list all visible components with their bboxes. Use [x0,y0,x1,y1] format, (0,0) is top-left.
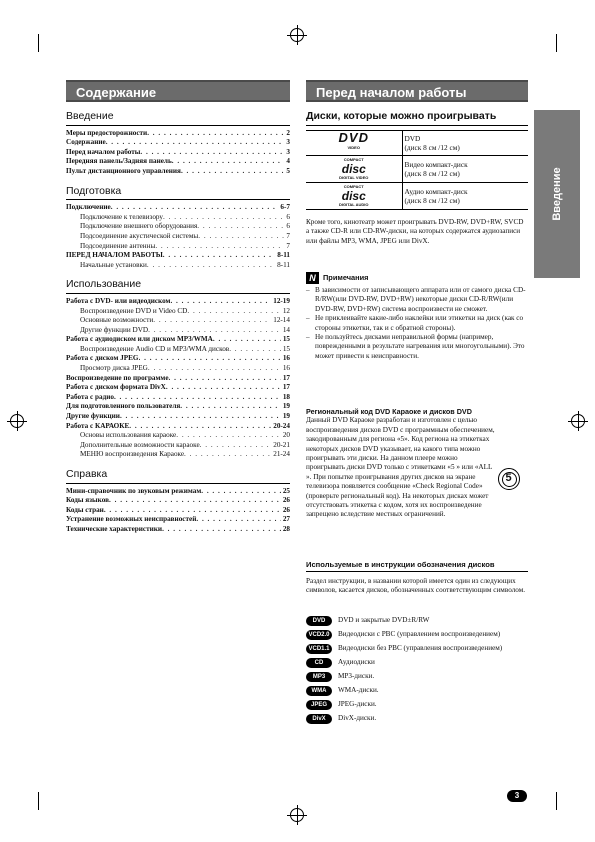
region-text: Данный DVD Караоке разработан и изготовлен с целью воспроизведения дисков DVD с программным обеспечением, закодированным для региона «5». Код региона на этикетках некоторых дисков DVD указывает, на какого типа можно проигрывать эти диски. На данном плеере можно проигрывать диски DVD только с этикетками «5 » или «ALL ». При попытке проигрывания других дисков на экране телевизора появляется сообщение «Check Regional Code» (проверьте региональный код). На некоторых дисках может отсутствовать этикетка с кодом, хотя их воспроизведение запрещено вследствие местных ограничений. [306,416,495,519]
disc-table [306,130,528,210]
toc-entry-title: Работа с КАРАОКЕ [66,421,130,430]
symbol-description: DVD и закрытые DVD±R/RW [338,616,430,624]
toc-entry-page: 6 [286,222,290,231]
symbol-row [306,630,528,640]
side-tab-label: Введение [551,167,563,221]
symbol-description: Видеодиски без PBC (управления воспроизведением) [338,644,503,652]
toc-entry[interactable] [66,157,290,167]
dvd-logo-icon: DVD VIDEO [306,131,402,156]
toc-entry[interactable] [66,525,290,535]
toc-leader-dots [129,422,271,432]
toc-entry-title: Воспроизведение Audio CD и MP3/WMA дисков [80,344,230,353]
toc-entry-page: 28 [282,524,290,533]
toc-leader-dots [153,316,271,326]
toc-section-heading: Подготовка [66,184,122,197]
crop-mark [38,792,39,810]
toc-leader-dots [163,213,284,223]
toc-leader-dots [114,393,281,403]
toc-leader-dots [181,167,284,177]
toc-entry-title: Содержание [66,138,106,147]
note-item: – В зависимости от записывающего аппарата или от самого диска CD-R/RW(или DVD-RW, DVD+RW) некоторые диски CD-R/RW(или DVD-RW, DVD+RW) система воспроизвести не сможет. [306,286,526,313]
note-item: – Не приклеивайте какие-либо наклейки или этикетки на диск (как со стороны этикетки, так и с обратной стороны). [306,314,524,332]
toc-section-heading: Введение [66,110,114,122]
toc-section-heading: Использование [66,278,142,291]
toc-entry-title: Основные возможности [80,316,154,325]
toc-entry-title: Другие функции [66,412,120,421]
toc-entry[interactable] [66,345,290,355]
toc-entry-title: Подсоединение акустической системы [80,231,199,240]
table-of-contents [66,112,290,535]
toc-leader-dots [213,335,281,345]
toc-leader-dots [200,441,272,451]
symbol-description: Аудиодиски [338,658,375,666]
toc-entry[interactable] [66,506,290,516]
toc-entry-page: 19 [282,402,290,411]
symbol-description: MP3-диски. [338,672,375,680]
toc-entry[interactable] [66,242,290,252]
toc-entry-page: 20 [282,431,290,440]
toc-leader-dots [172,157,285,167]
toc-entry-title: Мини-справочник по звуковым режимам [66,486,202,495]
disc-type-badge-icon: JPEG [306,700,332,710]
registration-mark-icon [290,808,304,822]
divider [66,125,290,126]
toc-entry-page: 12-19 [273,296,290,305]
toc-leader-dots [184,450,271,460]
toc-entry-title: Работа с диском формата DivX [66,383,166,392]
toc-entry[interactable] [66,393,290,403]
toc-leader-dots [166,383,281,393]
toc-entry-page: 5 [286,166,290,175]
toc-leader-dots [140,148,284,158]
compact-disc-video-logo-icon: COMPACT disc DIGITAL VIDEO [306,156,402,183]
symbols-heading: Используемые в инструкции обозначения дисков [306,560,528,572]
disc-row-cd [306,183,528,210]
toc-entry-title: Пульт дистанционного управления [66,166,181,175]
discs-paragraph: Кроме того, кинотеатр может проигрывать DVD-RW, DVD+RW, SVCD а также CD-R или CD-RW-диски, на которых содержатся аудиозаписи или файлы MP3, WMA, JPEG или DivX. [306,218,524,245]
registration-mark-icon [571,414,585,428]
toc-entry[interactable] [66,222,290,232]
region-block [306,407,496,520]
symbol-row [306,672,528,682]
toc-entry-title: Коды стран [66,505,104,514]
toc-entry-page: 7 [286,241,290,250]
toc-leader-dots [169,374,281,384]
toc-entry[interactable] [66,354,290,364]
symbols-list [306,616,528,728]
divider [66,483,290,484]
toc-section-heading: Справка [66,468,108,480]
toc-leader-dots [170,297,271,307]
toc-entry[interactable] [66,364,290,374]
toc-leader-dots [155,242,284,252]
note-item: – Не пользуйтесь дисками неправильной формы (например, поврежденными в результате нагревания или многоугольными). Это может привести к неисправности. [306,333,525,360]
toc-entry[interactable] [66,261,290,271]
toc-leader-dots [147,129,284,139]
toc-entry-page: 15 [282,335,290,344]
toc-entry[interactable] [66,297,290,307]
disc-row-dvd [306,131,528,156]
toc-entry-page: 20-24 [273,421,290,430]
toc-entry-page: 18 [282,392,290,401]
toc-entry-title: Основы использования караоке [80,431,177,440]
toc-leader-dots [147,261,275,271]
symbol-row [306,714,528,724]
toc-entry-title: Меры предосторожности [66,128,148,137]
toc-entry-page: 26 [282,505,290,514]
toc-entry[interactable] [66,232,290,242]
toc-leader-dots [120,412,281,422]
toc-entry-page: 12 [282,306,290,315]
toc-entry-page: 20-21 [273,440,290,449]
page-number: 3 [507,790,527,802]
toc-entry[interactable] [66,496,290,506]
toc-entry[interactable] [66,203,290,213]
divider [66,293,290,294]
toc-entry-page: 3 [286,138,290,147]
toc-entry-page: 12-14 [273,316,290,325]
toc-entry[interactable] [66,335,290,345]
toc-leader-dots [109,496,281,506]
toc-entry[interactable] [66,515,290,525]
notes-title [306,272,528,284]
symbol-row [306,700,528,710]
toc-leader-dots [198,232,284,242]
toc-leader-dots [187,307,280,317]
toc-entry-title: Перед началом работы [66,147,141,156]
disc-desc: DVD (диск 8 см /12 см) [402,131,528,156]
toc-entry-title: МЕНЮ воспроизведения Караоке [80,450,185,459]
before-use-title-bar: Перед началом работы [306,80,528,102]
toc-leader-dots [229,345,281,355]
toc-entry-page: 25 [282,486,290,495]
toc-entry-page: 4 [286,157,290,166]
symbol-description: JPEG-диски. [338,700,377,708]
toc-leader-dots [104,506,281,516]
toc-entry-page: 14 [282,325,290,334]
toc-entry[interactable] [66,316,290,326]
toc-leader-dots [197,222,284,232]
toc-leader-dots [196,515,280,525]
symbol-description: WMA-диски. [338,686,379,694]
toc-leader-dots [148,364,281,374]
symbol-row [306,658,528,668]
toc-entry-page: 21-24 [273,450,290,459]
toc-entry-title: Воспроизведение по программе [66,373,169,382]
toc-entry-title: ПЕРЕД НАЧАЛОМ РАБОТЫ [66,251,163,260]
toc-entry-page: 17 [282,383,290,392]
toc-entry[interactable] [66,374,290,384]
toc-leader-dots [139,354,281,364]
toc-entry-title: Коды языков [66,496,110,505]
toc-entry-title: Дополнительные возможности караоке [80,440,200,449]
disc-type-badge-icon: VCD1.1 [306,644,332,654]
divider [66,199,290,200]
crop-mark [38,34,39,52]
region-code-globe-icon: 5 [498,468,520,490]
toc-entry[interactable] [66,138,290,148]
toc-entry-title: Передняя панель/Задняя панель [66,157,172,166]
disc-desc: Аудио компакт-диск (диск 8 см /12 см) [402,183,528,210]
compact-disc-audio-logo-icon: COMPACT disc DIGITAL AUDIO [306,183,402,210]
disc-type-badge-icon: MP3 [306,672,332,682]
symbol-row [306,616,528,626]
toc-entry-page: 8-11 [277,251,290,260]
toc-entry[interactable] [66,441,290,451]
disc-type-badge-icon: DivX [306,714,332,724]
toc-entry-title: Устранение возможных неисправностей [66,515,197,524]
toc-entry[interactable] [66,326,290,336]
disc-row-vcd [306,156,528,183]
playable-discs-heading: Диски, которые можно проигрывать [306,110,528,126]
toc-entry[interactable] [66,402,290,412]
symbol-row [306,686,528,696]
region-heading: Региональный код DVD Караоке и дисков DVD [306,407,472,416]
toc-leader-dots [106,138,285,148]
toc-entry[interactable] [66,148,290,158]
symbol-description: Видеодиски с PBC (управлением воспроизведением) [338,630,501,638]
toc-entry-page: 19 [282,412,290,421]
toc-entry[interactable] [66,129,290,139]
toc-entry-title: Работа с диском JPEG [66,354,139,363]
side-tab-introduction [534,110,580,278]
toc-entry[interactable] [66,251,290,261]
toc-entry-title: Другие функции DVD [80,325,149,334]
toc-entry-title: Подключение [66,203,111,212]
toc-entry-title: Воспроизведение DVD и Video CD [80,306,188,315]
symbol-row [306,644,528,654]
toc-entry-title: Для подготовленного пользователя [66,402,181,411]
toc-entry[interactable] [66,412,290,422]
toc-leader-dots [162,525,281,535]
toc-leader-dots [111,203,279,213]
toc-entry[interactable] [66,450,290,460]
disc-type-badge-icon: DVD [306,616,332,626]
registration-mark-icon [10,414,24,428]
toc-entry-title: Подключение к телевизору [80,212,164,221]
toc-entry[interactable] [66,167,290,177]
notes-title-text: Примечания [323,273,369,283]
toc-entry[interactable] [66,383,290,393]
toc-title-bar: Содержание [66,80,290,102]
toc-entry-page: 6-7 [280,203,290,212]
toc-leader-dots [163,251,275,261]
toc-entry-page: 15 [282,344,290,353]
toc-entry-title: Подсоединение антенны [80,241,156,250]
crop-mark [556,34,557,52]
notes-block [306,272,528,361]
disc-type-badge-icon: VCD2.0 [306,630,332,640]
toc-entry[interactable] [66,431,290,441]
toc-entry-page: 17 [282,373,290,382]
toc-entry-title: Работа с DVD- или видеодиском [66,296,171,305]
toc-entry-title: Просмотр диска JPEG [80,364,148,373]
registration-mark-icon [290,28,304,42]
toc-entry[interactable] [66,487,290,497]
toc-entry-page: 8-11 [277,260,290,269]
toc-entry[interactable] [66,213,290,223]
toc-entry-page: 16 [282,354,290,363]
toc-leader-dots [201,487,281,497]
disc-type-badge-icon: WMA [306,686,332,696]
toc-entry-page: 7 [286,231,290,240]
disc-type-badge-icon: CD [306,658,332,668]
toc-entry-page: 27 [282,515,290,524]
toc-entry-page: 26 [282,496,290,505]
toc-entry-page: 2 [286,128,290,137]
toc-entry-title: Подключение внешнего оборудования [80,222,198,231]
toc-entry-page: 3 [286,147,290,156]
symbols-intro: Раздел инструкции, в названии которой имеется один из следующих символов, касается дисков, обозначенных соответствующим символом. [306,577,526,595]
crop-mark [556,792,557,810]
toc-entry-title: Начальные установки [80,260,147,269]
toc-entry-title: Работа с аудиодиском или диском MP3/WMA [66,335,213,344]
symbol-description: DivX-диски. [338,714,377,722]
toc-leader-dots [180,402,281,412]
toc-entry-page: 16 [282,364,290,373]
note-icon: N [306,272,319,284]
toc-entry-title: Работа с радио [66,392,114,401]
toc-leader-dots [176,431,281,441]
toc-entry[interactable] [66,422,290,432]
toc-entry-title: Технические характеристики [66,524,163,533]
toc-leader-dots [148,326,281,336]
disc-desc: Видео компакт-диск (диск 8 см /12 см) [402,156,528,183]
toc-entry-page: 6 [286,212,290,221]
toc-entry[interactable] [66,307,290,317]
